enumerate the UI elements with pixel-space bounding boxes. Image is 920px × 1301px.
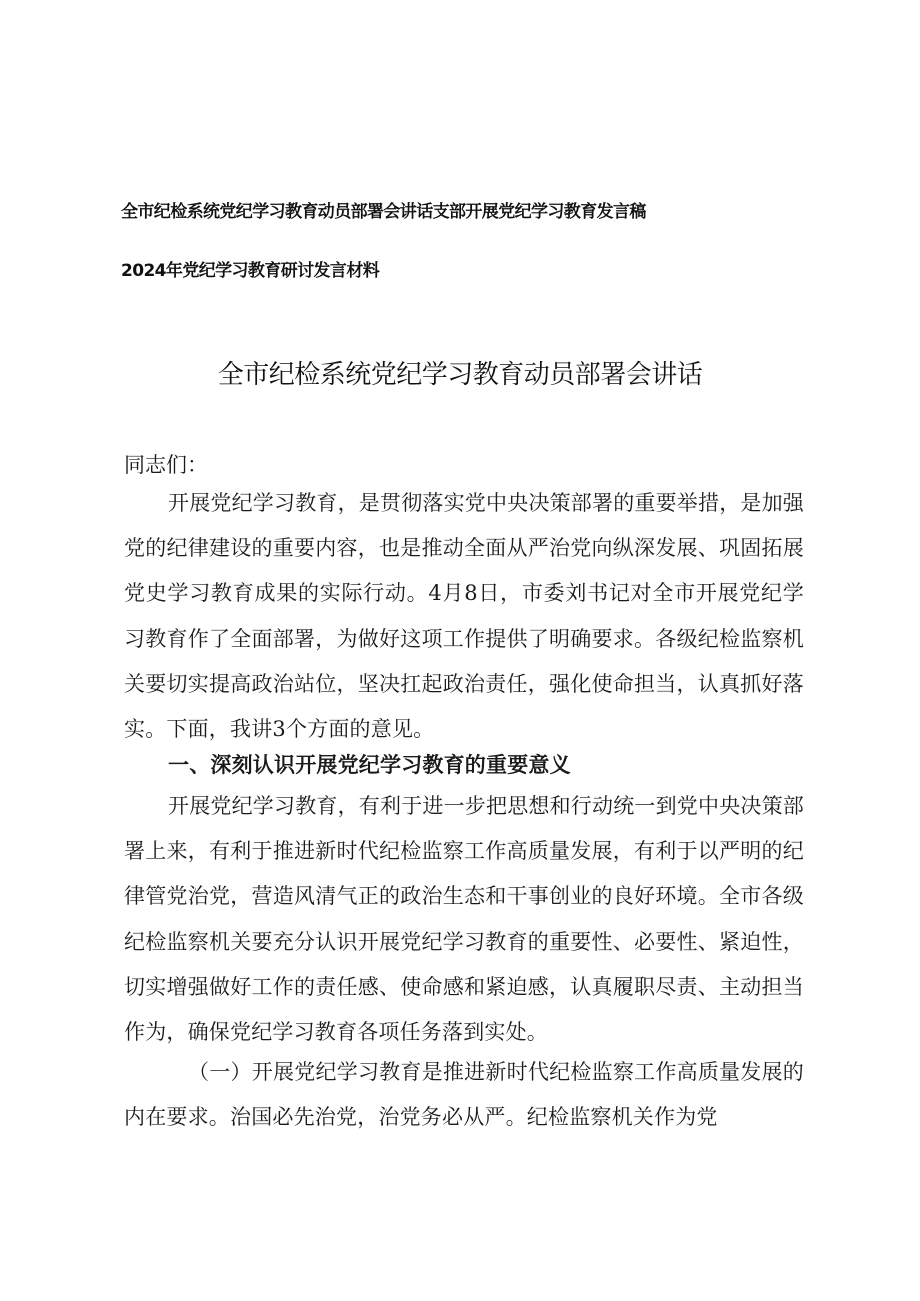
salutation: 同志们：: [124, 453, 208, 477]
toc-line-2: 2024年党纪学习教育研讨发言材料: [121, 261, 380, 281]
paragraph-2: 开展党纪学习教育，有利于进一步把思想和行动统一到党中央决策部署上来，有利于推进新时代纪检监察工作高质量发展，有利于以严明的纪律管党治党，营造风清气正的政治生态和干事创业的良好环境。全市各级纪检监察机关要充分认识开展党纪学习教育的重要性、必要性、紧迫性，切实增强做好工作的责任感、使命感和紧迫感，认真履职尽责、主动担当作为，确保党纪学习教育各项任务落到实处。: [124, 794, 804, 1045]
toc-line-1: 全市纪检系统党纪学习教育动员部署会讲话支部开展党纪学习教育发言稿: [121, 202, 646, 222]
paragraph-3: （一）开展党纪学习教育是推进新时代纪检监察工作高质量发展的内在要求。治国必先治党，治党务必从严。纪检监察机关作为党: [124, 1060, 804, 1130]
document-title: 全市纪检系统党纪学习教育动员部署会讲话: [217, 360, 703, 390]
section-heading-1: 一、深刻认识开展党纪学习教育的重要意义: [168, 753, 571, 777]
paragraph-1: 开展党纪学习教育，是贯彻落实党中央决策部署的重要举措，是加强党的纪律建设的重要内容，也是推动全面从严治党向纵深发展、巩固拓展党史学习教育成果的实际行动。4月8日，市委刘书记对全市开展党纪学习教育作了全面部署，为做好这项工作提供了明确要求。各级纪检监察机关要切实提高政治站位，坚决扛起政治责任，强化使命担当，认真抓好落实。下面，我讲3个方面的意见。: [124, 491, 804, 742]
